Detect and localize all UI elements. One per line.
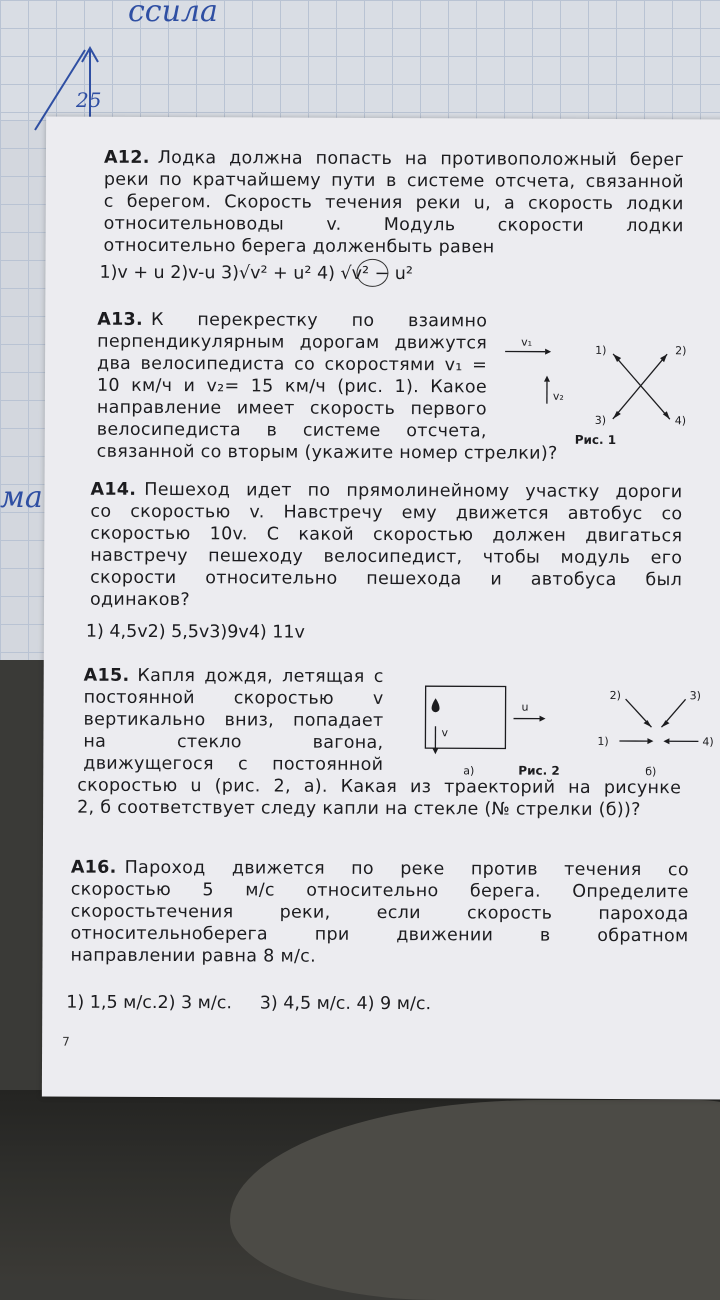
arrow-label: 3) bbox=[690, 689, 701, 702]
problem-line: с берегом. Скорость течения реки u, а скорость лодки bbox=[104, 191, 684, 216]
u-arrow-head-icon bbox=[540, 716, 546, 722]
problem-number: A16. bbox=[71, 858, 117, 878]
arrow-label: 3) bbox=[595, 414, 606, 427]
arrow-label: 4) bbox=[675, 414, 686, 427]
problem-line: скоростьтечения реки, если скорость парохода bbox=[71, 901, 689, 926]
figure-2 bbox=[413, 678, 720, 789]
problem-line: Пешеход идет по прямолинейному участку дороги bbox=[144, 480, 682, 502]
problem-line: К перекрестку по взаимно bbox=[151, 310, 487, 331]
problem-line: Лодка должна попасть на противоположный берег bbox=[158, 148, 684, 170]
answers-a16: 1) 1,5 м/с.2) 3 м/с. 3) 4,5 м/с. 4) 9 м/с. bbox=[66, 993, 431, 1015]
problem-line: 2, б соответствует следу капли на стекле (№ стрелки (б))? bbox=[77, 797, 681, 822]
problem-line: скоростью 5 м/с относительно берега. Определите bbox=[71, 879, 689, 904]
textbook-page bbox=[42, 116, 720, 1099]
answers-a12: 1)v + u 2)v-u 3)√v² + u² 4) √v² − u² bbox=[99, 263, 413, 284]
problem-line: относительноводы v. Модуль скорости лодки bbox=[104, 213, 684, 238]
problem-line: велосипедиста в системе отсчета, bbox=[97, 419, 487, 443]
problem-line: Капля дождя, летящая с bbox=[137, 666, 383, 687]
arrow-3-head-icon bbox=[661, 720, 669, 727]
problem-line: относительно берега долженбыть равен bbox=[104, 235, 684, 260]
arrow-label: 2) bbox=[610, 689, 621, 702]
problem-line: одинаков? bbox=[90, 589, 682, 614]
velocity-v1-label: v₁ bbox=[521, 336, 532, 349]
problem-line: относительноберега при движении в обратном bbox=[71, 923, 689, 948]
problem-line: на стекло вагона, bbox=[83, 731, 383, 754]
problem-a14 bbox=[90, 479, 683, 614]
problem-line: направление имеет скорость первого bbox=[97, 397, 487, 421]
problem-a16 bbox=[70, 857, 688, 970]
problem-number: A13. bbox=[97, 310, 143, 330]
arrow-label: 1) bbox=[597, 735, 608, 748]
problem-a13 bbox=[97, 309, 488, 465]
page-number: 7 bbox=[62, 1035, 70, 1049]
arrow-label: 4) bbox=[702, 735, 713, 748]
problem-line: движущегося с постоянной bbox=[83, 753, 383, 776]
arrow-2-head-icon bbox=[643, 720, 651, 727]
problem-line: постоянной скоростью v bbox=[84, 687, 384, 710]
problem-line: вертикально вниз, попадает bbox=[83, 709, 383, 732]
problem-line: 10 км/ч и v₂= 15 км/ч (рис. 1). Какое bbox=[97, 375, 487, 399]
problem-line: направлении равна 8 м/с. bbox=[70, 945, 688, 970]
figure-1 bbox=[495, 323, 720, 449]
v1-arrow-head-icon bbox=[545, 349, 551, 355]
velocity-u-label: u bbox=[522, 701, 529, 714]
figure-part-b: б) bbox=[645, 765, 656, 778]
problem-number: A15. bbox=[84, 666, 130, 686]
arrow-label: 2) bbox=[675, 344, 686, 357]
v-arrow-head-icon bbox=[432, 748, 438, 754]
problem-number: A14. bbox=[90, 480, 136, 500]
problem-line: навстречу пешеходу велосипедист, чтобы модуль его bbox=[90, 545, 682, 570]
problem-line: скорости относительно пешехода и автобуса был bbox=[90, 567, 682, 592]
rain-drop-icon bbox=[432, 698, 440, 712]
problem-line: реки по кратчайшему пути в системе отсчета, связанной bbox=[104, 169, 684, 194]
handwriting-number: 25 bbox=[76, 88, 101, 112]
arrow-label: 1) bbox=[595, 344, 606, 357]
problem-a12 bbox=[104, 147, 684, 260]
problem-line: перпендикулярным дорогам движутся bbox=[97, 331, 487, 355]
figure-part-a: а) bbox=[463, 764, 474, 777]
answers-a14: 1) 4,5v2) 5,5v3)9v4) 11v bbox=[86, 622, 305, 643]
arrow-3-head-icon bbox=[613, 411, 621, 419]
problem-line: связанной со вторым (укажите номер стрелки)? bbox=[97, 441, 597, 465]
problem-number: A12. bbox=[104, 148, 150, 168]
velocity-v-label: v bbox=[441, 726, 448, 739]
problem-a15 bbox=[83, 665, 383, 776]
train-window bbox=[425, 686, 505, 748]
figure-caption: Рис. 1 bbox=[575, 433, 616, 447]
arrow-4-head-icon bbox=[663, 738, 669, 744]
problem-line: два велосипедиста со скоростями v₁ = bbox=[97, 353, 487, 377]
velocity-v2-label: v₂ bbox=[553, 390, 564, 403]
problem-line: со скоростью v. Навстречу ему движется автобус со bbox=[90, 501, 682, 526]
handwriting-top: ссила bbox=[128, 0, 218, 29]
problem-line: Пароход движется по реке против течения со bbox=[125, 858, 689, 880]
figure-caption: Рис. 2 bbox=[518, 764, 559, 778]
handwriting-side: ма bbox=[0, 480, 43, 515]
hand-drawn-circle bbox=[356, 259, 388, 287]
v2-arrow-head-icon bbox=[544, 376, 550, 382]
problem-line: скоростью 10v. С какой скоростью должен двигаться bbox=[90, 523, 682, 548]
problem-line: скоростью u (рис. 2, а). Какая из траекторий на рисунке bbox=[77, 775, 681, 800]
arrow-1-head-icon bbox=[647, 738, 653, 744]
